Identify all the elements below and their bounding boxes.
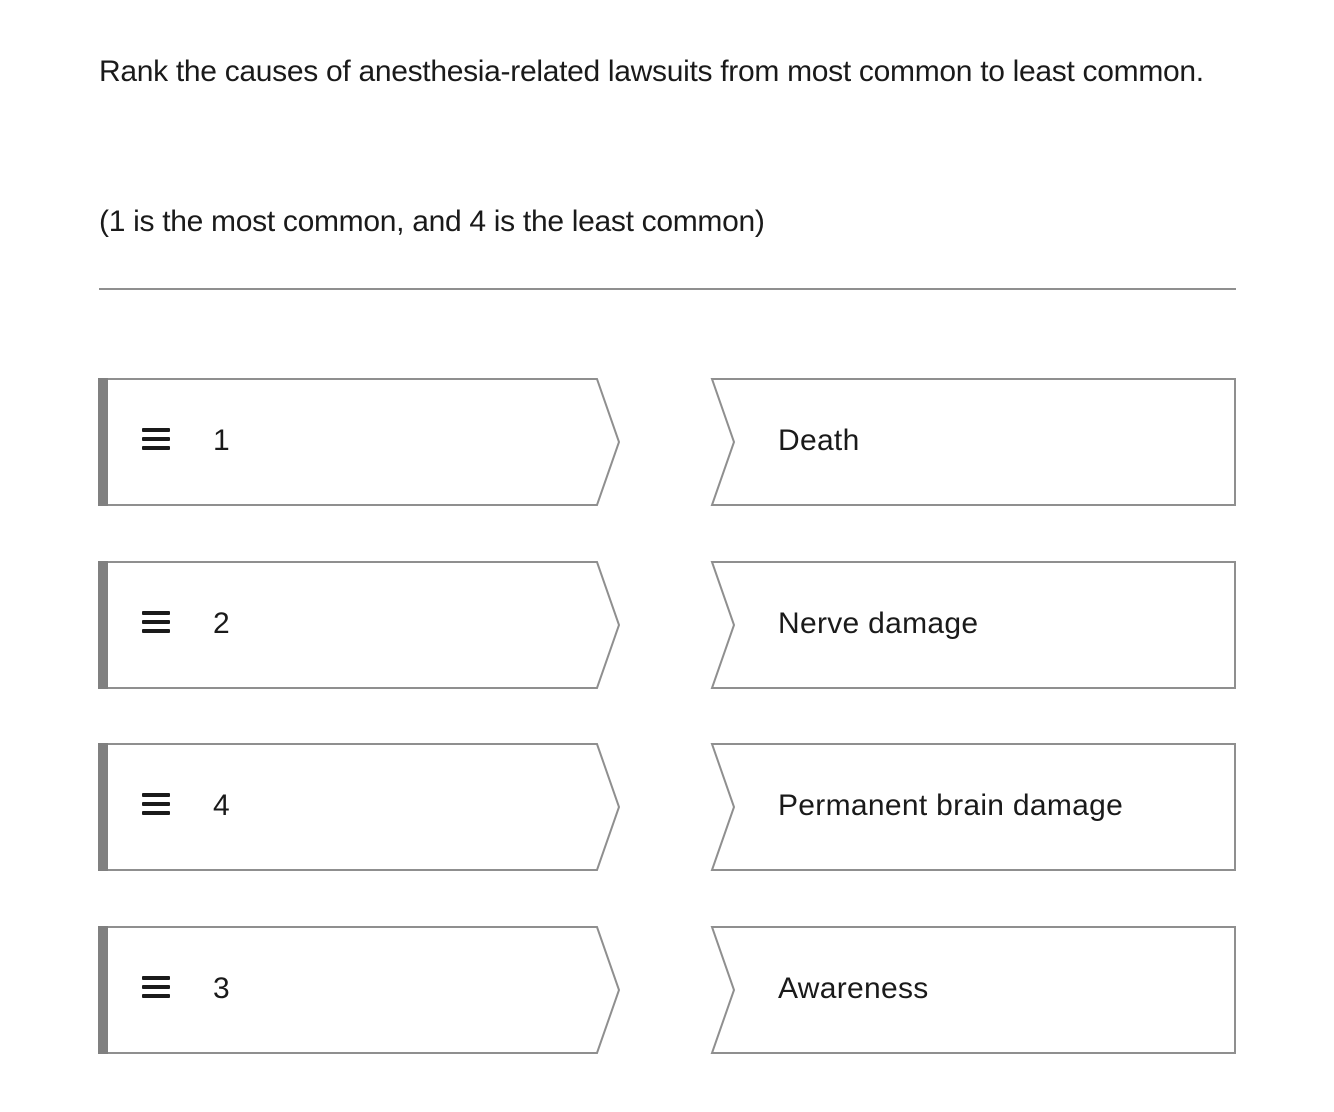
answer-label: Death bbox=[778, 424, 860, 457]
divider bbox=[99, 288, 1236, 290]
rank-value: 3 bbox=[213, 972, 230, 1005]
drag-handle-icon[interactable] bbox=[142, 976, 170, 1000]
ranking-row bbox=[0, 743, 1334, 871]
rank-slot-accent-bar bbox=[98, 743, 108, 871]
rank-slot-accent-bar bbox=[98, 926, 108, 1054]
ranking-row-shapes bbox=[0, 743, 1334, 871]
ranking-row bbox=[0, 561, 1334, 689]
drag-handle-icon[interactable] bbox=[142, 793, 170, 817]
rank-value: 2 bbox=[213, 607, 230, 640]
rank-value: 4 bbox=[213, 789, 230, 822]
answer-label: Nerve damage bbox=[778, 607, 979, 640]
rank-slot-accent-bar bbox=[98, 561, 108, 689]
rank-value: 1 bbox=[213, 424, 230, 457]
rank-slot-accent-bar bbox=[98, 378, 108, 506]
rank-drag-handle[interactable] bbox=[110, 743, 200, 871]
question-prompt: Rank the causes of anesthesia-related lawsuits from most common to least common. bbox=[99, 55, 1204, 88]
rank-drag-handle[interactable] bbox=[110, 378, 200, 506]
ranking-row-shapes bbox=[0, 561, 1334, 689]
ranking-row bbox=[0, 378, 1334, 506]
ranking-row bbox=[0, 926, 1334, 1054]
rank-drag-handle[interactable] bbox=[110, 561, 200, 689]
drag-handle-icon[interactable] bbox=[142, 428, 170, 452]
answer-label: Awareness bbox=[778, 972, 929, 1005]
drag-handle-icon[interactable] bbox=[142, 611, 170, 635]
ranking-row-shapes bbox=[0, 378, 1334, 506]
ranking-row-shapes bbox=[0, 926, 1334, 1054]
answer-label: Permanent brain damage bbox=[778, 789, 1124, 822]
rank-drag-handle[interactable] bbox=[110, 926, 200, 1054]
question-instruction: (1 is the most common, and 4 is the least common) bbox=[99, 205, 765, 238]
